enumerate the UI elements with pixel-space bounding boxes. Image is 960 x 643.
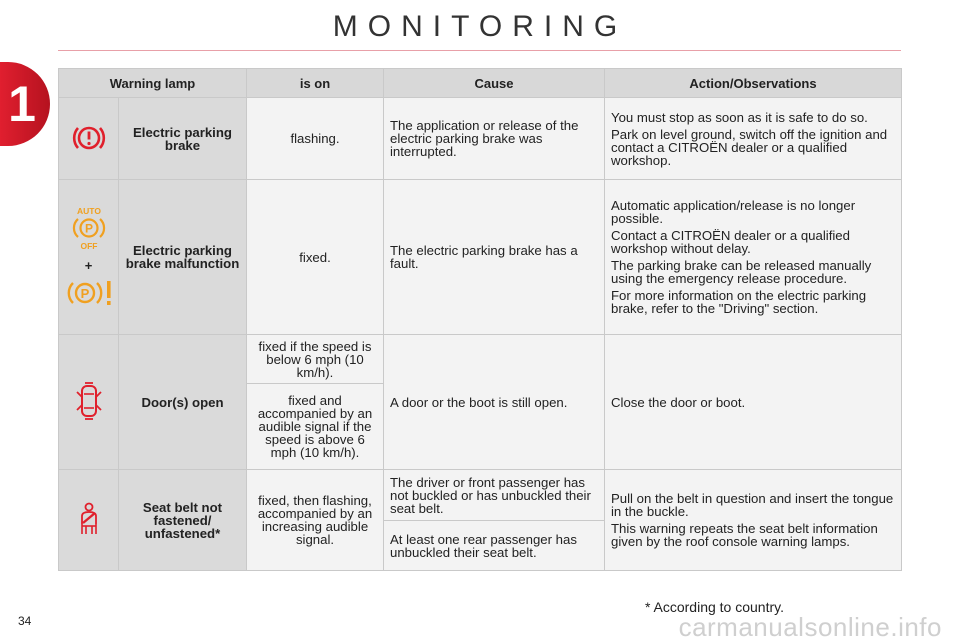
header-is-on: is on xyxy=(247,69,384,98)
table-header-row xyxy=(59,69,902,98)
auto-label: AUTO xyxy=(76,205,101,216)
action-text: Contact a CITROËN dealer or a qualified workshop without delay. xyxy=(611,228,850,256)
watermark: carmanualsonline.info xyxy=(678,612,942,642)
svg-text:P: P xyxy=(84,221,93,235)
action-cell xyxy=(605,470,902,571)
off-label: OFF xyxy=(80,240,97,251)
lamp-name: Electric parking brake malfunction xyxy=(119,180,247,335)
is-on-text: fixed, then flashing, accompanied by an increasing audible signal. xyxy=(247,470,384,571)
action-text: Pull on the belt in question and insert the tongue in the buckle. xyxy=(611,491,894,519)
cause-text: A door or the boot is still open. xyxy=(384,335,605,470)
chapter-number: 1 xyxy=(8,76,36,132)
table-row xyxy=(59,98,902,180)
action-text: You must stop as soon as it is safe to do so. xyxy=(611,109,868,125)
is-on-text: fixed. xyxy=(247,180,384,335)
action-text: Close the door or boot. xyxy=(605,335,902,470)
action-text: This warning repeats the seat belt information given by the roof console warning lamps. xyxy=(611,521,878,549)
action-text: The parking brake can be released manually using the emergency release procedure. xyxy=(611,258,872,286)
lamp-name: Electric parking brake xyxy=(119,98,247,180)
table-row xyxy=(59,470,902,521)
page-number: 34 xyxy=(18,614,32,628)
is-on-text: fixed and accompanied by an audible signal if the speed is above 6 mph (10 km/h). xyxy=(247,384,384,470)
cause-text: The electric parking brake has a fault. xyxy=(384,180,605,335)
parking-brake-auto-off-icon xyxy=(70,205,108,251)
row-icon-cell xyxy=(59,335,119,470)
action-text: Automatic application/release is no longer possible. xyxy=(611,198,856,226)
lamp-name: Seat belt not fastened/ unfastened* xyxy=(119,470,247,571)
chapter-tab xyxy=(0,62,50,146)
row-icon-cell xyxy=(59,180,119,335)
header-action: Action/Observations xyxy=(605,69,902,98)
warning-lamp-table xyxy=(58,68,902,571)
seat-belt-icon xyxy=(78,502,100,536)
action-text: For more information on the electric parking brake, refer to the "Driving" section. xyxy=(611,288,867,316)
plus-sign: + xyxy=(84,257,93,273)
parking-brake-fault-icon xyxy=(65,278,117,308)
svg-text:P: P xyxy=(80,285,90,301)
is-on-text: flashing. xyxy=(247,98,384,180)
cause-text: At least one rear passenger has unbuckled their seat belt. xyxy=(384,521,605,571)
page-title: MONITORING xyxy=(332,10,628,43)
header-warning-lamp: Warning lamp xyxy=(59,69,247,98)
footnote: * According to country. xyxy=(644,599,784,615)
cause-text: The driver or front passenger has not buckled or has unbuckled their seat belt. xyxy=(384,470,605,521)
parking-brake-warning-icon xyxy=(72,123,106,153)
table-row xyxy=(59,180,902,335)
action-text: Park on level ground, switch off the ignition and contact a CITROËN dealer or a qualified workshop. xyxy=(611,126,888,168)
cause-text: The application or release of the electric parking brake was interrupted. xyxy=(384,98,605,180)
row-icon-cell xyxy=(59,470,119,571)
title-rule xyxy=(58,50,901,51)
action-cell xyxy=(605,180,902,335)
action-cell xyxy=(605,98,902,180)
table-row xyxy=(59,335,902,384)
row-icon-cell xyxy=(59,98,119,180)
door-open-icon xyxy=(76,381,102,421)
is-on-text: fixed if the speed is below 6 mph (10 km/h). xyxy=(247,335,384,384)
lamp-name: Door(s) open xyxy=(119,335,247,470)
header-cause: Cause xyxy=(384,69,605,98)
